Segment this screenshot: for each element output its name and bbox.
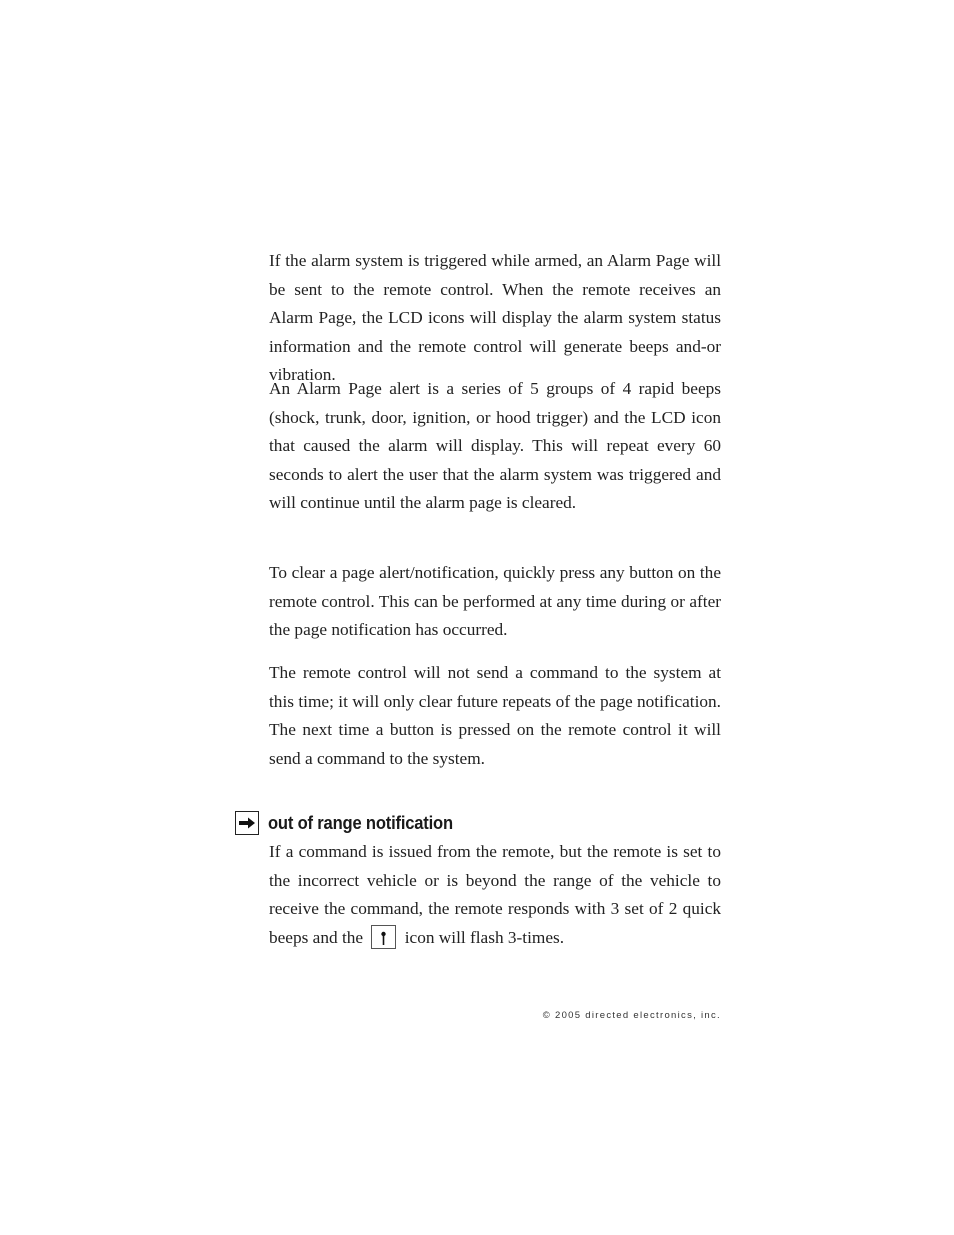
alarm-page-intro-text: If the alarm system is triggered while armed, an Alarm Page will be sent to the remote control. When the remote receives an Alarm Page, the LCD icons will display the alarm system status information and the remote control will generate beeps and-or vibration. <box>269 251 721 384</box>
antenna-icon <box>371 925 396 949</box>
right-arrow-icon <box>235 811 259 835</box>
out-of-range-paragraph <box>269 838 721 952</box>
out-of-range-text <box>269 838 721 952</box>
alarm-page-alert-paragraph <box>269 375 721 518</box>
clear-page-paragraph <box>269 559 721 645</box>
section-heading: out of range notification <box>268 812 453 833</box>
copyright-footer: © 2005 directed electronics, inc. <box>542 1010 721 1021</box>
out-of-range-text-start: If a command is issued from the remote, but the remote is set to the incorrect vehicle or is beyond the range of the vehicle to receive the command, the remote responds with 3 set of 2 quick beeps and the <box>269 842 721 947</box>
alarm-page-alert-text: An Alarm Page alert is a series of 5 groups of 4 rapid beeps (shock, trunk, door, ignition, or hood trigger) and the LCD icon that caused the alarm will display. This will repeat every 60 seconds to alert the user that the alarm system was triggered and will continue until the alarm page is cleared. <box>269 379 721 512</box>
no-command-paragraph <box>269 659 721 773</box>
out-of-range-text-end: icon will flash 3-times. <box>404 927 565 947</box>
alarm-page-intro-paragraph <box>269 247 721 390</box>
clear-page-text: To clear a page alert/notification, quickly press any button on the remote control. This can be performed at any time during or after the page notification has occurred. <box>269 563 721 639</box>
section-heading-row <box>235 809 469 837</box>
no-command-text: The remote control will not send a command to the system at this time; it will only clear future repeats of the page notification. The next time a button is pressed on the remote control it will send a command to the system. <box>269 663 721 768</box>
